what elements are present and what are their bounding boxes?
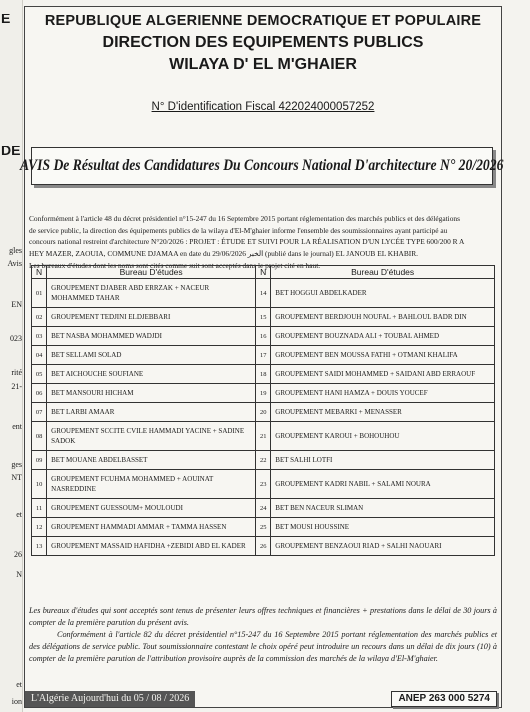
row-number: 03 [32,327,47,346]
row-number: 02 [32,308,47,327]
notice-title: AVIS De Résultat des Candidatures Du Concours National D'architecture N° 20/2026 [20,157,504,174]
acceptance-paragraph: Les bureaux d'études qui sont acceptés sont tenus de présenter leurs offres techniques et financières + prestations dans le délai de 30 jours à compter de la première parution du présent avis. [29,606,497,627]
left-fragment: 26 [14,550,22,559]
left-fragment: 21- [11,382,22,391]
newspaper-credit: L'Algérie Aujourd'hui du 05 / 08 / 2026 [25,691,195,707]
left-fragment: rité [11,368,22,377]
row-number: 07 [32,403,47,422]
intro-line: concours national restreint d'architecture N°20/2026 : PROJET : ÉTUDE ET SUIVI POUR LA RÉALISATION D'UN LYCÉE TYPE 600/200 R A [29,237,465,247]
bureau-name: GROUPEMENT GUESSOUM+ MOULOUDI [47,499,256,518]
table-header-row [32,266,495,279]
bureau-name: GROUPEMENT KAROUI + BOHOUHOU [271,422,495,451]
row-number: 04 [32,346,47,365]
column-header: Bureau D'études [47,266,256,279]
left-fragment: ent [12,422,22,431]
row-number: 25 [256,518,271,537]
table-row [32,346,495,365]
left-fragment: NT [11,473,22,482]
bureau-name: BET NASBA MOHAMMED WADJDI [47,327,256,346]
row-number: 21 [256,422,271,451]
left-fragment: gles [9,246,22,255]
table-row [32,518,495,537]
appeal-paragraph: Conformément à l'article 82 du décret présidentiel n°15-247 du 16 Septembre 2015 portant réglementation des marchés publics et des délégations de service public. Tout soumissionnaire contestant le choix opéré peut introduire un recours dans un délai de dix jours (10) à compter de la première parution de l'attribution provisoire auprès de la commission des marchés de la wilaya d'El-M'ghaier. [29,630,497,663]
row-number: 10 [32,470,47,499]
table-row [32,384,495,403]
bureau-name: GROUPEMENT BERDJOUH NOUFAL + BAHLOUL BADR DIN [271,308,495,327]
bureau-name: GROUPEMENT HANI HAMZA + DOUIS YOUCEF [271,384,495,403]
closing-paragraphs [29,605,497,665]
intro-line: de service public, la direction des équipements publics de la wilaya d'El-M'ghaier informe l'ensemble des soumissionnaires ayant participé au [29,225,448,235]
column-header: Bureau D'études [271,266,495,279]
bureau-name: BET MANSOURI HICHAM [47,384,256,403]
notice-header [25,11,501,76]
row-number: 01 [32,279,47,308]
tender-notice [20,6,504,708]
table-row [32,327,495,346]
table-row [32,499,495,518]
bureau-name: GROUPEMENT MASSAID HAFIDHA +ZEBIDI ABD EL KADER [47,537,256,556]
left-column-fragment [0,0,23,712]
left-fragment: E [1,14,11,23]
left-fragment: ges [11,460,22,469]
left-fragment: EN [11,300,22,309]
intro-line: Conformément à l'article 48 du décret présidentiel n°15-247 du 16 Septembre 2015 portant réglementation des marchés publics et des délégations [29,214,460,223]
row-number: 26 [256,537,271,556]
table-row [32,451,495,470]
bureau-name: GROUPEMENT BOUZNADA ALI + TOUBAL AHMED [271,327,495,346]
row-number: 13 [32,537,47,556]
left-fragment: N [16,570,22,579]
bureau-name: GROUPEMENT DJABER ABD ERRZAK + NACEUR MOHAMMED TAHAR [47,279,256,308]
bureau-name: GROUPEMENT SCCITE CVILE HAMMADI YACINE + SADINE SADOK [47,422,256,451]
row-number: 22 [256,451,271,470]
bureau-name: GROUPEMENT BENZAOUI RIAD + SALHI NAOUARI [271,537,495,556]
left-fragment: 023 [10,334,22,343]
column-header: N [256,266,271,279]
left-fragment: DE [1,146,21,155]
row-number: 11 [32,499,47,518]
row-number: 05 [32,365,47,384]
bureau-name: GROUPEMENT TEDJINI ELDJEBBARI [47,308,256,327]
row-number: 12 [32,518,47,537]
wilaya-title: WILAYA D' EL M'GHAIER [169,56,357,73]
row-number: 08 [32,422,47,451]
anep-reference: ANEP 263 000 5274 [391,691,497,707]
row-number: 09 [32,451,47,470]
intro-line: Les bureaux d'études dont les noms sont cités comme suit sont acceptés dans le projet cité en haut. [29,260,321,270]
bureau-name: BET MOUANE ABDELBASSET [47,451,256,470]
fiscal-id: N° D'identification Fiscal 422024000057252 [151,101,375,113]
row-number: 14 [256,279,271,308]
row-number: 16 [256,327,271,346]
bureau-name: BET SELLAMI SOLAD [47,346,256,365]
bureau-name: GROUPEMENT KADRI NABIL + SALAMI NOURA [271,470,495,499]
row-number: 18 [256,365,271,384]
table-row [32,537,495,556]
row-number: 06 [32,384,47,403]
direction-title: DIRECTION DES EQUIPEMENTS PUBLICS [102,34,424,51]
bureau-name: BET HOGGUI ABDELKADER [271,279,495,308]
table-row [32,365,495,384]
table-row [32,279,495,308]
table-row [32,403,495,422]
row-number: 15 [256,308,271,327]
table-row [32,422,495,451]
left-fragment: ion [11,697,22,706]
bureau-name: GROUPEMENT FCUHMA MOHAMMED + AOUINAT NASREDDINE [47,470,256,499]
bureau-name: GROUPEMENT HAMMADI AMMAR + TAMMA HASSEN [47,518,256,537]
candidates-table [31,265,495,556]
table-row [32,470,495,499]
row-number: 17 [256,346,271,365]
table-row [32,308,495,327]
bureau-name: GROUPEMENT MEBARKI + MENASSER [271,403,495,422]
intro-line: HEY MAZER, ZAOUIA, COMMUNE DJAMAA en date du 29/06/2026 الخبر (publié dans le journal) EL JANOUB EL KHABIR. [29,249,418,259]
bureau-name: BET SALHI LOTFI [271,451,495,470]
row-number: 19 [256,384,271,403]
bureau-name: BET MOUSI HOUSSINE [271,518,495,537]
republic-title: REPUBLIQUE ALGERIENNE DEMOCRATIQUE ET POPULAIRE [44,13,482,29]
bureau-name: GROUPEMENT BEN MOUSSA FATHI + OTMANI KHALIFA [271,346,495,365]
row-number: 24 [256,499,271,518]
left-fragment: et [16,510,22,519]
bureau-name: BET BEN NACEUR SLIMAN [271,499,495,518]
column-header: N [32,266,47,279]
bureau-name: BET LARBI AMAAR [47,403,256,422]
bureau-name: BET AICHOUCHE SOUFIANE [47,365,256,384]
intro-paragraph [29,213,497,272]
left-fragment: et [16,680,22,689]
notice-title-box [20,147,504,185]
left-fragment: Avis [7,259,22,268]
row-number: 23 [256,470,271,499]
bureau-name: GROUPEMENT SAIDI MOHAMMED + SAIDANI ABD ERRAOUF [271,365,495,384]
row-number: 20 [256,403,271,422]
